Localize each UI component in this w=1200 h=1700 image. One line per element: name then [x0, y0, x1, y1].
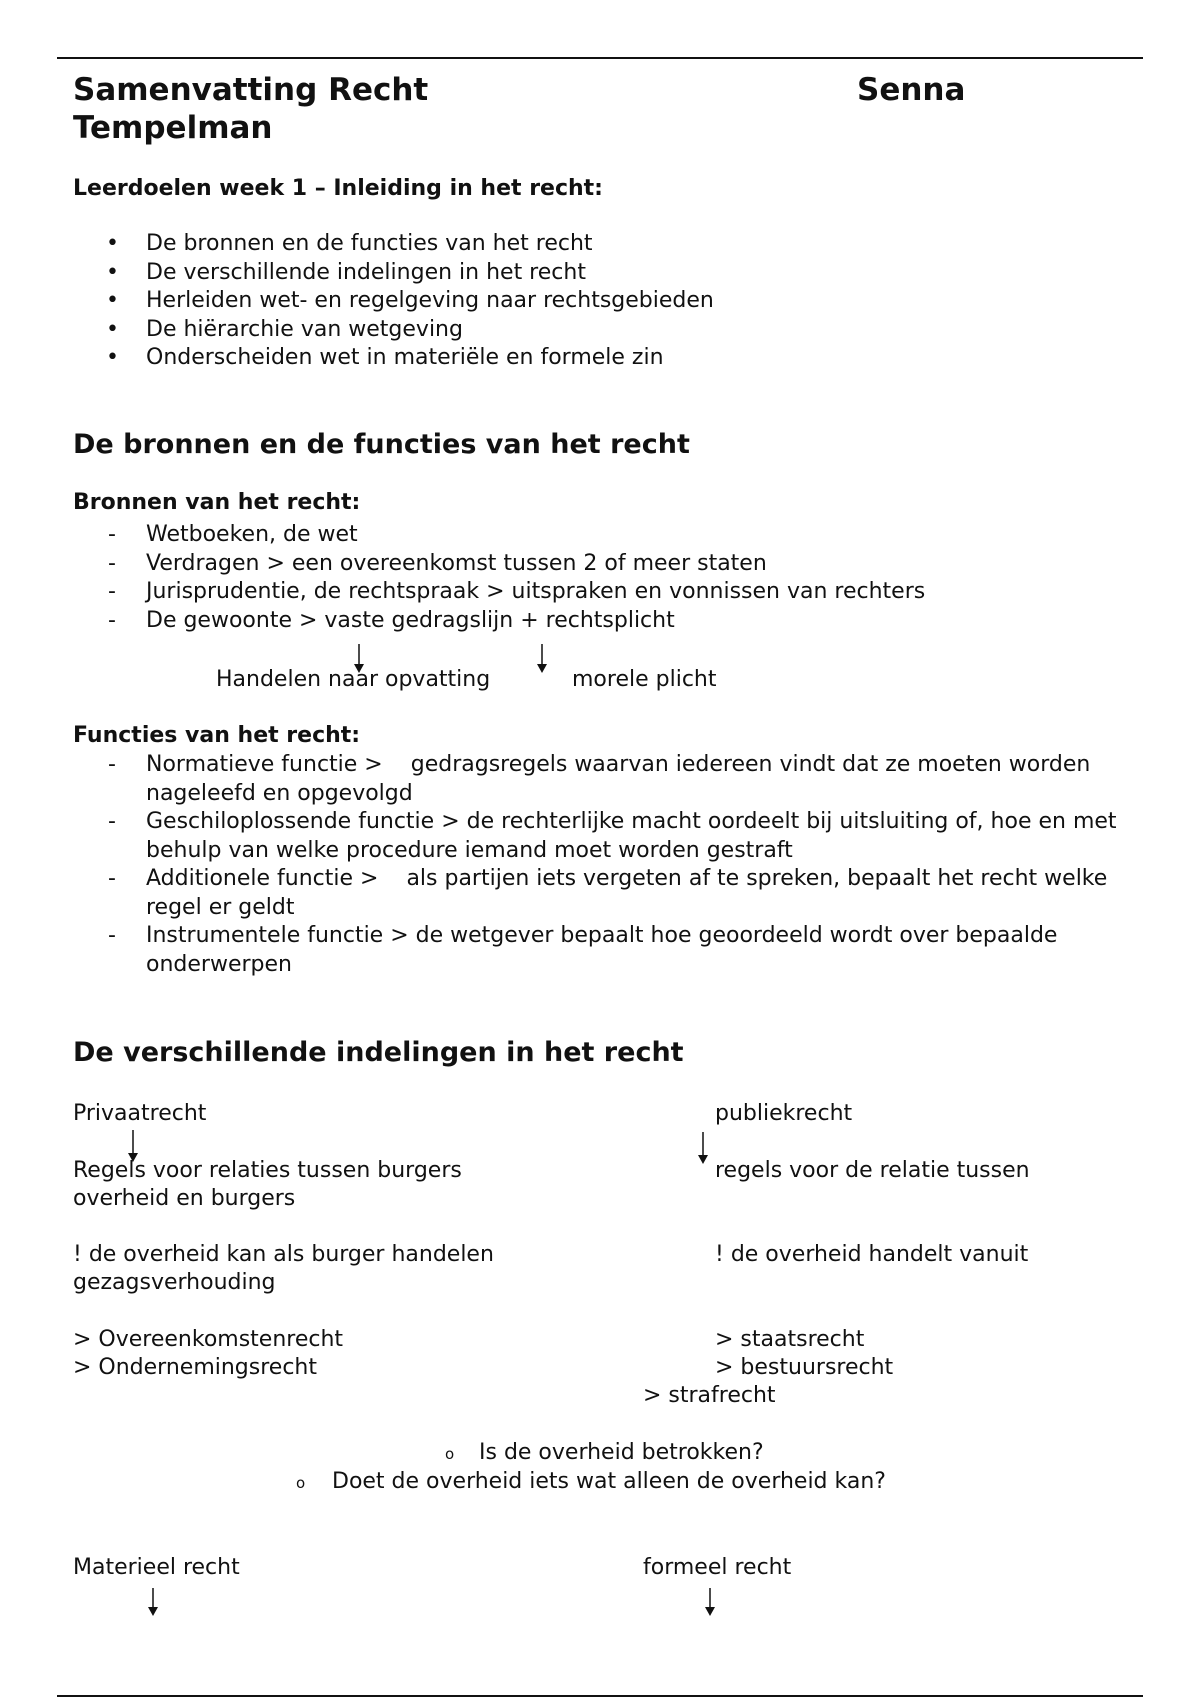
- list-item: - Additionele functie > als partijen iets vergeten af te spreken, bepaalt het recht welke regel er geldt: [108, 866, 1108, 920]
- objective-item: • Herleiden wet- en regelgeving naar rechtsgebieden: [73, 287, 714, 316]
- arrow-down-icon: [146, 1588, 160, 1618]
- list-item: - Verdragen > een overeenkomst tussen 2 of meer staten: [108, 550, 767, 576]
- objective-item: • Onderscheiden wet in materiële en formele zin: [73, 344, 714, 373]
- source-text: Wetboeken, de wet: [146, 522, 358, 547]
- question-bullet-icon: o: [296, 1474, 306, 1492]
- public-law-area: > staatsrecht: [715, 1327, 865, 1352]
- sources-note-left: Handelen naar opvatting: [216, 667, 491, 692]
- public-law-rules: regels voor de relatie tussen: [715, 1158, 1030, 1183]
- sources-note-right: morele plicht: [572, 667, 717, 692]
- document-title: Samenvatting Recht: [73, 72, 429, 108]
- public-law-title: publiekrecht: [715, 1101, 853, 1126]
- formal-law-title: formeel recht: [643, 1555, 792, 1580]
- public-law-area: > bestuursrecht: [715, 1355, 894, 1380]
- source-text: Verdragen > een overeenkomst tussen 2 of meer staten: [146, 550, 767, 576]
- public-law-area: > strafrecht: [643, 1383, 776, 1408]
- rules-continuation: overheid en burgers: [73, 1186, 296, 1211]
- objective-item: • De bronnen en de functies van het recht: [73, 230, 714, 259]
- arrow-down-icon: [696, 1132, 710, 1166]
- objectives-list: [73, 230, 714, 373]
- functions-heading: Functies van het recht:: [73, 723, 361, 748]
- arrow-down-icon: [703, 1588, 717, 1618]
- private-law-area: > Overeenkomstenrecht: [73, 1327, 344, 1352]
- note-continuation: gezagsverhouding: [73, 1270, 276, 1295]
- arrow-down-icon: [535, 644, 549, 674]
- objective-item: • De hiërarchie van wetgeving: [73, 316, 714, 345]
- function-text: gedragsregels waarvan iedereen vindt dat ze moeten worden nageleefd en opgevolgd: [146, 752, 1091, 806]
- objective-item: • De verschillende indelingen in het recht: [73, 259, 714, 288]
- question-item: Doet de overheid iets wat alleen de overheid kan?: [332, 1469, 886, 1494]
- sources-list: [108, 521, 925, 635]
- function-label: Instrumentele functie >: [146, 923, 409, 948]
- top-rule: [57, 57, 1143, 59]
- section-heading-divisions: De verschillende indelingen in het recht: [73, 1037, 684, 1068]
- list-item: - Wetboeken, de wet: [108, 522, 358, 547]
- list-item: - Normatieve functie > gedragsregels waarvan iedereen vindt dat ze moeten worden nageleefd en opgevolgd: [108, 752, 1091, 806]
- private-law-title: Privaatrecht: [73, 1101, 207, 1126]
- bottom-rule: [57, 1695, 1143, 1697]
- sources-heading: Bronnen van het recht:: [73, 490, 361, 515]
- public-law-note: ! de overheid handelt vanuit: [715, 1242, 1029, 1267]
- private-law-rules: Regels voor relaties tussen burgers: [73, 1158, 462, 1183]
- function-text: als partijen iets vergeten af te spreken, bepaalt het recht welke regel er geldt: [146, 866, 1108, 920]
- private-law-area: > Ondernemingsrecht: [73, 1355, 317, 1380]
- source-text: Jurisprudentie, de rechtspraak > uitspraken en vonnissen van rechters: [146, 579, 926, 604]
- source-text: De gewoonte > vaste gedragslijn + rechtsplicht: [146, 607, 675, 633]
- function-label: Normatieve functie >: [146, 752, 383, 777]
- list-item: - Instrumentele functie > de wetgever bepaalt hoe geoordeeld wordt over bepaalde onderwerpen: [108, 923, 1058, 977]
- function-text: de rechterlijke macht oordeelt bij uitsluiting of, hoe en met behulp van welke procedure iemand moet worden gestraft: [146, 809, 1117, 863]
- function-text: de wetgever bepaalt hoe geoordeeld wordt over bepaalde onderwerpen: [146, 923, 1058, 977]
- list-item: - De gewoonte > vaste gedragslijn + rechtsplicht: [108, 607, 675, 633]
- private-law-note: ! de overheid kan als burger handelen: [73, 1242, 494, 1267]
- objectives-heading: Leerdoelen week 1 – Inleiding in het recht:: [73, 176, 603, 201]
- function-label: Geschiloplossende functie >: [146, 809, 460, 834]
- list-item: - Geschiloplossende functie > de rechterlijke macht oordeelt bij uitsluiting of, hoe en met behulp van welke procedure iemand moet worden gestraft: [108, 809, 1117, 863]
- functions-list: [108, 751, 1146, 979]
- function-label: Additionele functie >: [146, 866, 379, 891]
- material-law-title: Materieel recht: [73, 1555, 240, 1580]
- section-heading-sources-functions: De bronnen en de functies van het recht: [73, 429, 690, 460]
- question-bullet-icon: o: [445, 1445, 455, 1463]
- list-item: - Jurisprudentie, de rechtspraak > uitspraken en vonnissen van rechters: [108, 579, 926, 604]
- author-last-name: Tempelman: [73, 110, 273, 146]
- author-first-name: Senna: [857, 72, 966, 108]
- question-item: Is de overheid betrokken?: [479, 1440, 764, 1465]
